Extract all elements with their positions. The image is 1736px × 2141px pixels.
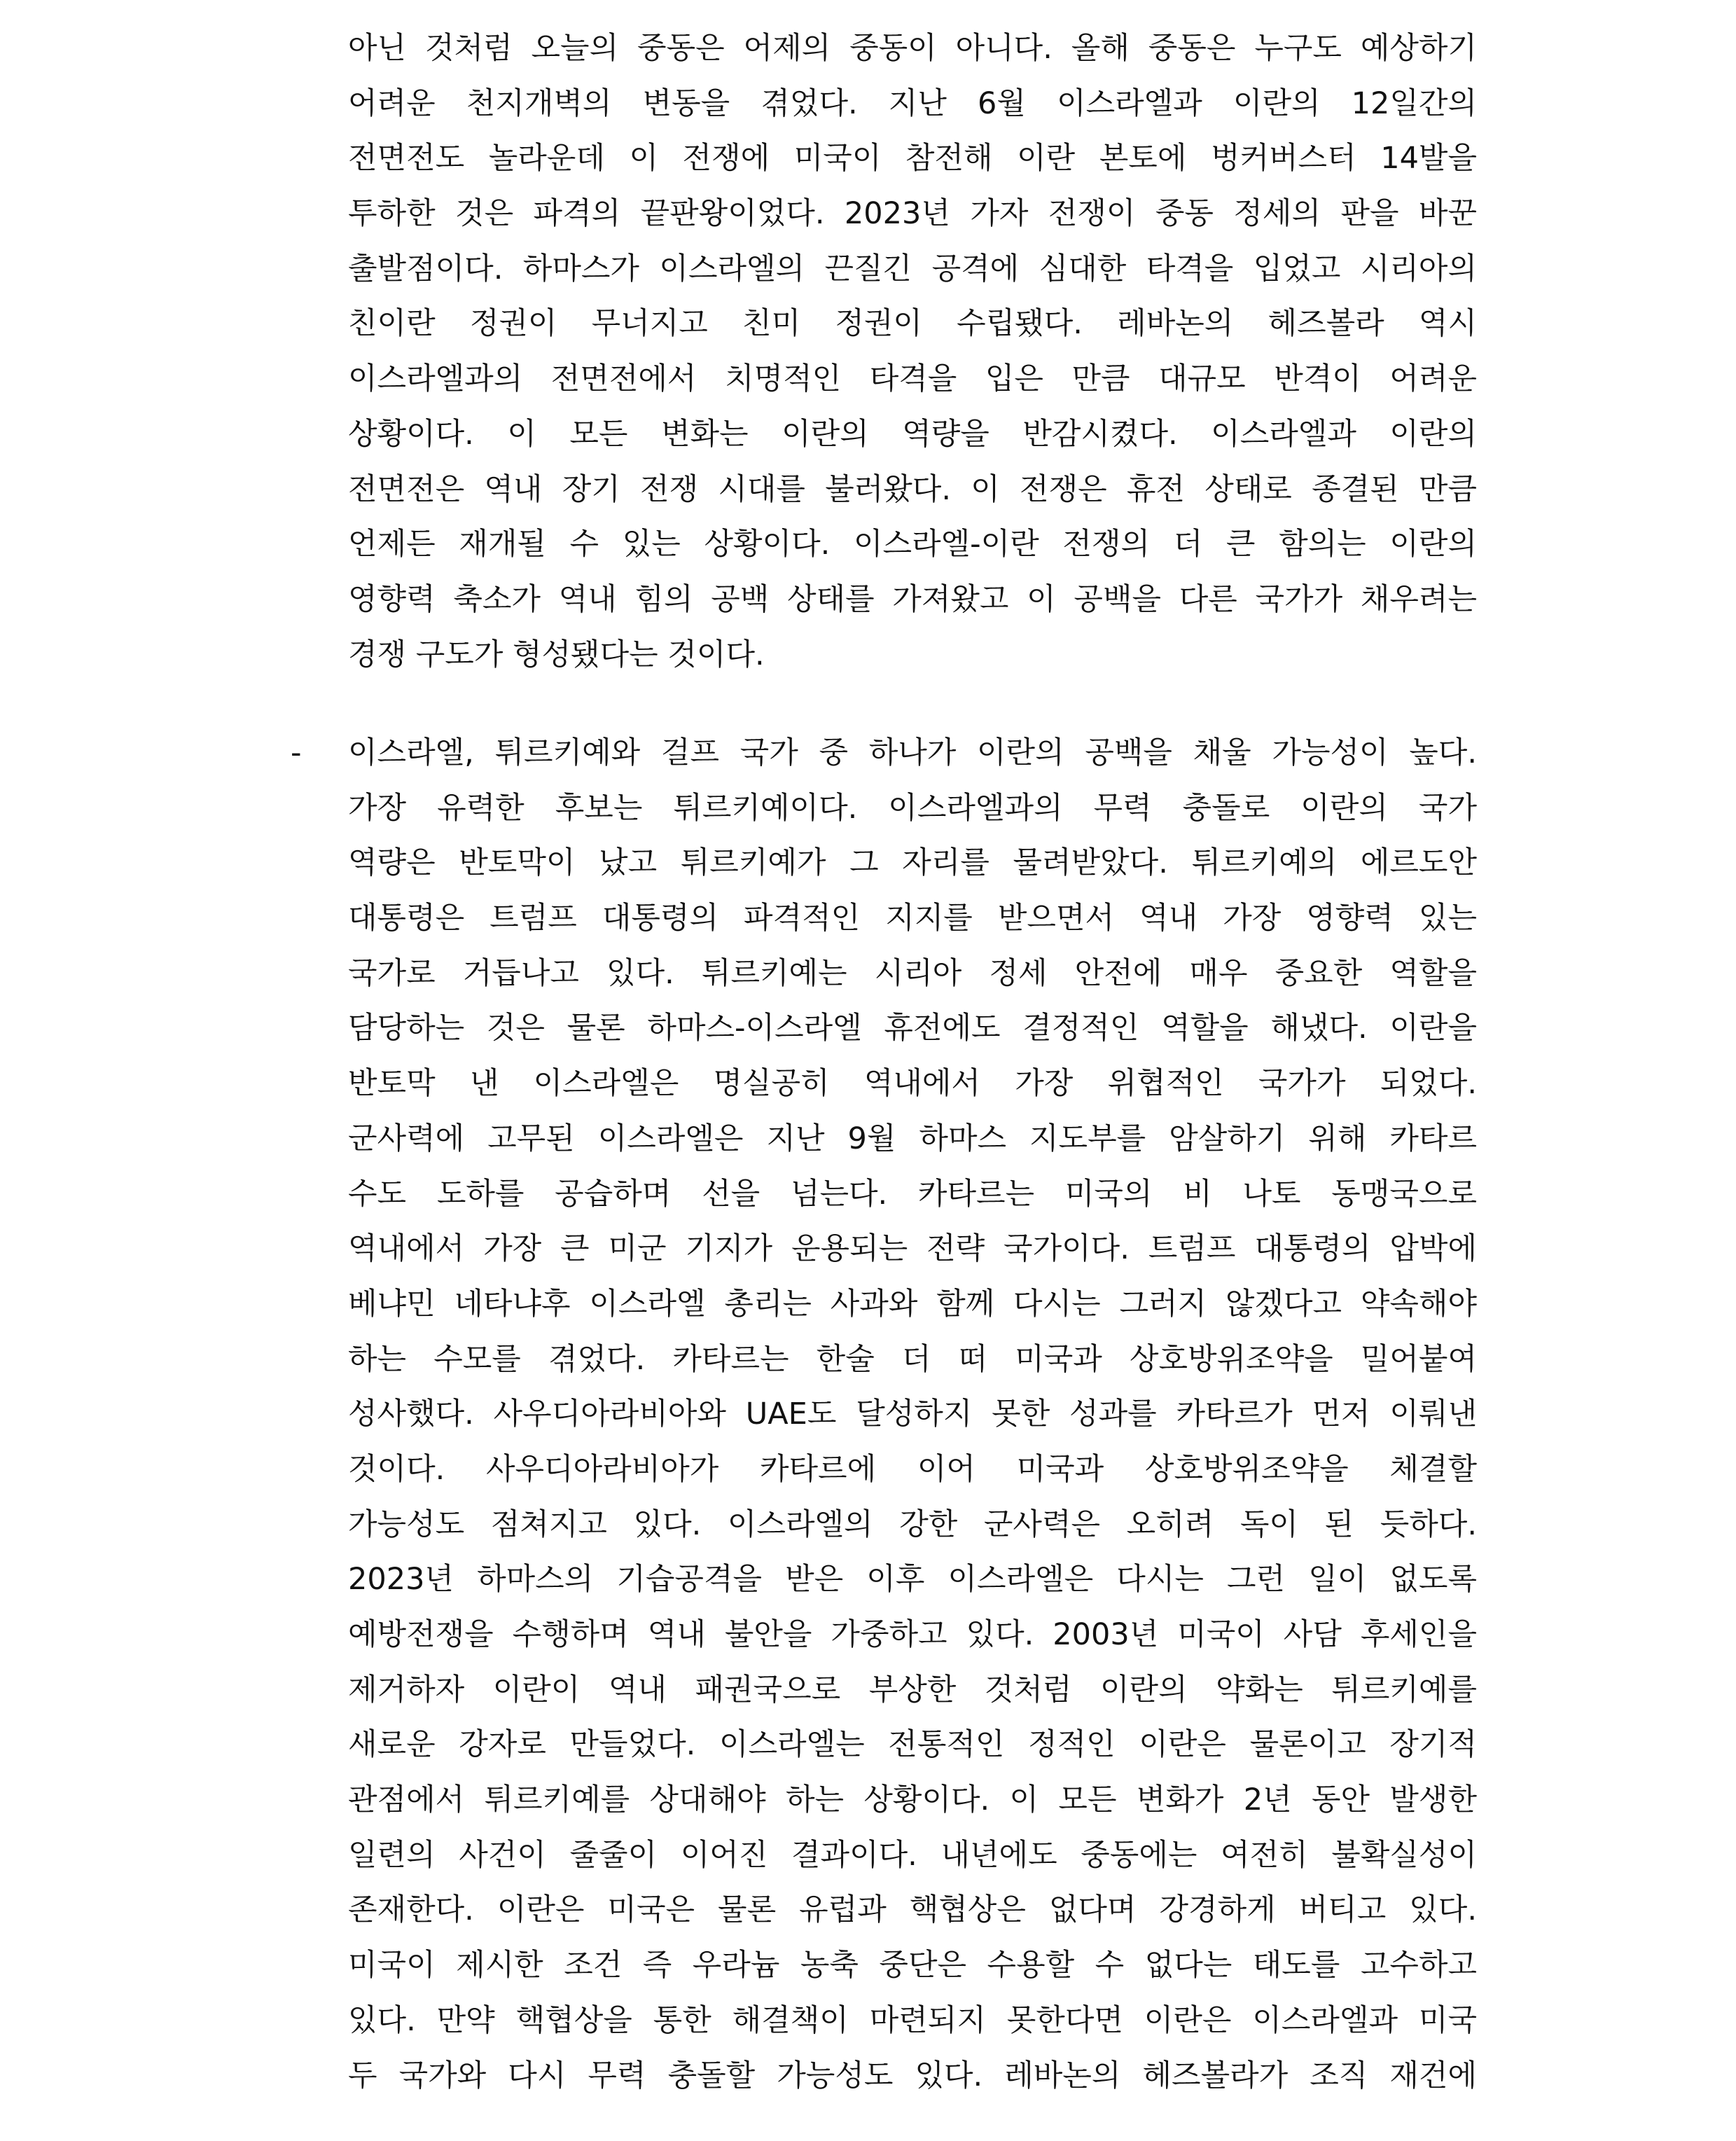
text-line: 하는 수모를 겪었다. 카타르는 한술 더 떠 미국과 상호방위조약을 밀어붙여 — [348, 1341, 1477, 1377]
text-line: 전면전도 놀라운데 이 전쟁에 미국이 참전해 이란 본토에 벙커버스터 14발을 — [348, 141, 1477, 176]
text-line: 이스라엘, 튀르키예와 걸프 국가 중 하나가 이란의 공백을 채울 가능성이 높다. — [348, 735, 1477, 770]
text-line: 일련의 사건이 줄줄이 이어진 결과이다. 내년에도 중동에는 여전히 불확실성이 — [348, 1837, 1477, 1873]
text-line: 아닌 것처럼 오늘의 중동은 어제의 중동이 아니다. 올해 중동은 누구도 예상하기 — [348, 31, 1477, 66]
text-line: 경쟁 구도가 형성됐다는 것이다. — [348, 637, 765, 672]
text-line: 어려운 천지개벽의 변동을 겪었다. 지난 6월 이스라엘과 이란의 12일간의 — [348, 85, 1477, 121]
text-line: 존재한다. 이란은 미국은 물론 유럽과 핵협상은 없다며 강경하게 버티고 있다. — [348, 1892, 1477, 1928]
text-line: 상황이다. 이 모든 변화는 이란의 역량을 반감시켰다. 이스라엘과 이란의 — [348, 416, 1477, 452]
text-line: 미국이 제시한 조건 즉 우라늄 농축 중단은 수용할 수 없다는 태도를 고수하고 — [348, 1948, 1477, 1983]
text-line: 수도 도하를 공습하며 선을 넘는다. 카타르는 미국의 비 나토 동맹국으로 — [348, 1176, 1477, 1212]
text-line: 역량은 반토막이 났고 튀르키예가 그 자리를 물려받았다. 튀르키예의 에르도안 — [348, 845, 1477, 881]
text-line: 투하한 것은 파격의 끝판왕이었다. 2023년 가자 전쟁이 중동 정세의 판을 바꾼 — [348, 196, 1477, 232]
text-line: 새로운 강자로 만들었다. 이스라엘는 전통적인 정적인 이란은 물론이고 장기적 — [348, 1727, 1477, 1763]
text-line: 반토막 낸 이스라엘은 명실공히 역내에서 가장 위협적인 국가가 되었다. — [348, 1066, 1477, 1102]
text-line: 국가로 거듭나고 있다. 튀르키예는 시리아 정세 안전에 매우 중요한 역할을 — [348, 955, 1477, 991]
text-line: 담당하는 것은 물론 하마스-이스라엘 휴전에도 결정적인 역할을 해냈다. 이란을 — [348, 1011, 1477, 1046]
text-line: 영향력 축소가 역내 힘의 공백 상태를 가져왔고 이 공백을 다른 국가가 채우려는 — [348, 581, 1477, 617]
text-line: 이스라엘과의 전면전에서 치명적인 타격을 입은 만큼 대규모 반격이 어려운 — [348, 361, 1477, 397]
text-line: 전면전은 역내 장기 전쟁 시대를 불러왔다. 이 전쟁은 휴전 상태로 종결된 만큼 — [348, 471, 1477, 507]
paragraph-2 — [348, 726, 1477, 2103]
text-line: 2023년 하마스의 기습공격을 받은 이후 이스라엘은 다시는 그런 일이 없도록 — [348, 1562, 1477, 1598]
text-line: 언제든 재개될 수 있는 상황이다. 이스라엘-이란 전쟁의 더 큰 함의는 이란의 — [348, 527, 1477, 562]
text-line: 관점에서 튀르키예를 상대해야 하는 상황이다. 이 모든 변화가 2년 동안 발생한 — [348, 1782, 1477, 1818]
paragraph-1 — [348, 21, 1477, 682]
bullet-marker: - — [291, 735, 302, 770]
text-line: 대통령은 트럼프 대통령의 파격적인 지지를 받으면서 역내 가장 영향력 있는 — [348, 901, 1477, 936]
text-line: 친이란 정권이 무너지고 친미 정권이 수립됐다. 레바논의 헤즈볼라 역시 — [348, 306, 1477, 342]
text-line: 가장 유력한 후보는 튀르키예이다. 이스라엘과의 무력 충돌로 이란의 국가 — [348, 790, 1477, 826]
text-line: 것이다. 사우디아라비아가 카타르에 이어 미국과 상호방위조약을 체결할 — [348, 1451, 1477, 1487]
text-line: 출발점이다. 하마스가 이스라엘의 끈질긴 공격에 심대한 타격을 입었고 시리아의 — [348, 251, 1477, 286]
text-line: 군사력에 고무된 이스라엘은 지난 9월 하마스 지도부를 암살하기 위해 카타르 — [348, 1121, 1477, 1156]
text-line: 있다. 만약 핵협상을 통한 해결책이 마련되지 못한다면 이란은 이스라엘과 미국 — [348, 2002, 1477, 2038]
text-line: 성사했다. 사우디아라비아와 UAE도 달성하지 못한 성과를 카타르가 먼저 이뤄낸 — [348, 1397, 1477, 1432]
text-line: 두 국가와 다시 무력 충돌할 가능성도 있다. 레바논의 헤즈볼라가 조직 재건에 — [348, 2058, 1477, 2093]
text-line: 역내에서 가장 큰 미군 기지가 운용되는 전략 국가이다. 트럼프 대통령의 압박에 — [348, 1231, 1477, 1267]
text-line: 예방전쟁을 수행하며 역내 불안을 가중하고 있다. 2003년 미국이 사담 후세인을 — [348, 1617, 1477, 1652]
text-line: 제거하자 이란이 역내 패권국으로 부상한 것처럼 이란의 약화는 튀르키예를 — [348, 1672, 1477, 1707]
text-line: 가능성도 점쳐지고 있다. 이스라엘의 강한 군사력은 오히려 독이 된 듯하다. — [348, 1506, 1477, 1542]
text-line: 베냐민 네타냐후 이스라엘 총리는 사과와 함께 다시는 그러지 않겠다고 약속해야 — [348, 1286, 1477, 1322]
